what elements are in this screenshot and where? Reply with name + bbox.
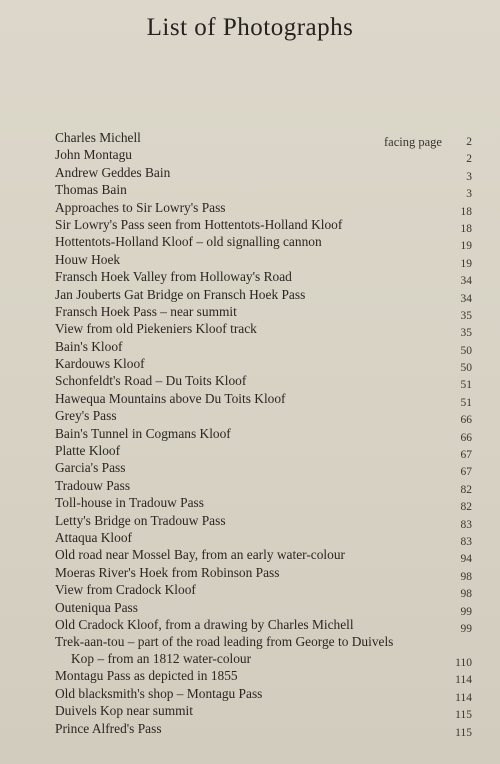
- entry-title: Trek-aan-tou – part of the road leading from George to Duivels: [55, 634, 394, 650]
- entry-title: Letty's Bridge on Tradouw Pass: [55, 512, 226, 528]
- entry-page-number: 35: [460, 309, 472, 322]
- entry-page-number: 18: [460, 222, 472, 235]
- entry-title: Bain's Tunnel in Cogmans Kloof: [55, 425, 231, 441]
- list-item: [55, 599, 472, 618]
- entry-page-number: 82: [460, 483, 472, 496]
- entry-title: Old Cradock Kloof, from a drawing by Charles Michell: [55, 616, 354, 632]
- list-item: [55, 616, 472, 635]
- entry-page-number: 19: [460, 240, 472, 253]
- list-item: [55, 529, 472, 548]
- facing-page-label: facing page: [384, 135, 442, 149]
- entry-title: Fransch Hoek Valley from Holloway's Road: [55, 269, 292, 285]
- entry-page-number: 34: [460, 275, 472, 288]
- entry-page-number: 35: [460, 327, 472, 340]
- list-item: [55, 286, 472, 305]
- list-item: [55, 146, 472, 166]
- entry-title: Outeniqua Pass: [55, 599, 138, 615]
- entry-page-number: 114: [455, 691, 472, 704]
- entry-page-number: 18: [460, 205, 472, 218]
- entry-title-continued: Kop – from an 1812 water-colour: [71, 651, 252, 667]
- list-item: [55, 564, 472, 583]
- entry-page-number: 99: [460, 605, 472, 618]
- list-item: [55, 164, 472, 183]
- entry-title: Montagu Pass as depicted in 1855: [55, 668, 238, 684]
- entry-page-number: 115: [455, 709, 472, 722]
- entry-title: Bain's Kloof: [55, 338, 123, 354]
- list-item: [55, 459, 472, 479]
- list-item: [55, 129, 472, 148]
- entry-title: Attaqua Kloof: [55, 529, 132, 545]
- list-item: [55, 268, 472, 288]
- entry-title: Garcia's Pass: [55, 460, 126, 476]
- entry-title: Approaches to Sir Lowry's Pass: [55, 199, 226, 215]
- list-item: [55, 251, 472, 270]
- list-item: [55, 303, 472, 322]
- photograph-list: [55, 129, 472, 739]
- list-item: [55, 181, 472, 201]
- list-item: [55, 494, 472, 514]
- list-item: [55, 702, 472, 722]
- list-item: [55, 390, 472, 409]
- entry-page-number: 2: [466, 136, 472, 148]
- entry-page-number: 98: [460, 570, 472, 583]
- entry-page-number: 3: [466, 188, 472, 201]
- entry-title: Jan Jouberts Gat Bridge on Fransch Hoek Pass: [55, 286, 306, 302]
- entry-title: Fransch Hoek Pass – near summit: [55, 303, 237, 319]
- list-item: [55, 216, 472, 235]
- list-item: [55, 633, 472, 670]
- entry-title: Moeras River's Hoek from Robinson Pass: [55, 564, 280, 580]
- entry-title: View from old Piekeniers Kloof track: [55, 321, 257, 337]
- list-item: [55, 512, 472, 531]
- entry-page-number: 82: [460, 501, 472, 514]
- page-title: List of Photographs: [146, 14, 354, 41]
- list-item: [55, 407, 472, 427]
- list-item: [55, 233, 472, 253]
- entry-title: Charles Michell: [55, 130, 141, 145]
- list-item: [55, 372, 472, 392]
- entry-title: Schonfeldt's Road – Du Toits Kloof: [55, 373, 247, 389]
- list-item: [55, 685, 472, 704]
- list-item: [55, 477, 472, 496]
- list-item: [55, 667, 472, 687]
- entry-page-number: 67: [460, 466, 472, 479]
- entry-title: John Montagu: [55, 147, 132, 163]
- list-item: [55, 199, 472, 218]
- entry-page-number: 67: [460, 449, 472, 462]
- entry-page-number: 51: [460, 379, 472, 392]
- entry-page-number: 66: [460, 414, 472, 427]
- entry-title: Old blacksmith's shop – Montagu Pass: [55, 685, 263, 701]
- entry-page-number: 50: [460, 362, 472, 375]
- entry-page-number: 98: [460, 588, 472, 601]
- entry-page-number: 34: [460, 292, 472, 305]
- entry-title: Grey's Pass: [55, 408, 117, 424]
- entry-page-number: 115: [455, 726, 472, 739]
- list-item: [55, 320, 472, 340]
- entry-title: Toll-house in Tradouw Pass: [55, 495, 204, 511]
- entry-page-number: 83: [460, 535, 472, 548]
- entry-page-number: 66: [460, 431, 472, 444]
- entry-title: Houw Hoek: [55, 251, 121, 267]
- entry-title: Sir Lowry's Pass seen from Hottentots-Holland Kloof: [55, 216, 343, 232]
- entry-page-number: 19: [460, 257, 472, 270]
- entry-title: Thomas Bain: [55, 182, 127, 198]
- entry-title: Hottentots-Holland Kloof – old signalling cannon: [55, 234, 322, 250]
- entry-title: Andrew Geddes Bain: [55, 164, 171, 180]
- list-item: [55, 425, 472, 444]
- entry-page-number: 51: [460, 396, 472, 409]
- entry-page-number: 94: [460, 553, 472, 566]
- entry-title: Platte Kloof: [55, 443, 121, 459]
- entry-title: Kardouws Kloof: [55, 356, 145, 372]
- entry-title: Duivels Kop near summit: [55, 703, 193, 719]
- list-item: [55, 442, 472, 462]
- entry-title: Hawequa Mountains above Du Toits Kloof: [55, 390, 286, 406]
- list-item: [55, 355, 472, 375]
- entry-title: Tradouw Pass: [55, 477, 131, 493]
- entry-page-number: 2: [466, 153, 472, 166]
- list-item: [55, 720, 472, 739]
- entry-title: View from Cradock Kloof: [55, 582, 196, 598]
- entry-title: Old road near Mossel Bay, from an early water-colour: [55, 547, 346, 563]
- entry-title: Prince Alfred's Pass: [55, 720, 162, 736]
- list-item: [55, 546, 472, 566]
- list-item: [55, 338, 472, 357]
- entry-page-number: 3: [466, 170, 472, 183]
- entry-page-number: 110: [455, 657, 472, 670]
- entry-page-number: 114: [455, 674, 472, 687]
- entry-page-number: 50: [460, 344, 472, 357]
- list-item: [55, 581, 472, 601]
- entry-page-number: 83: [460, 518, 472, 531]
- entry-page-number: 99: [460, 622, 472, 635]
